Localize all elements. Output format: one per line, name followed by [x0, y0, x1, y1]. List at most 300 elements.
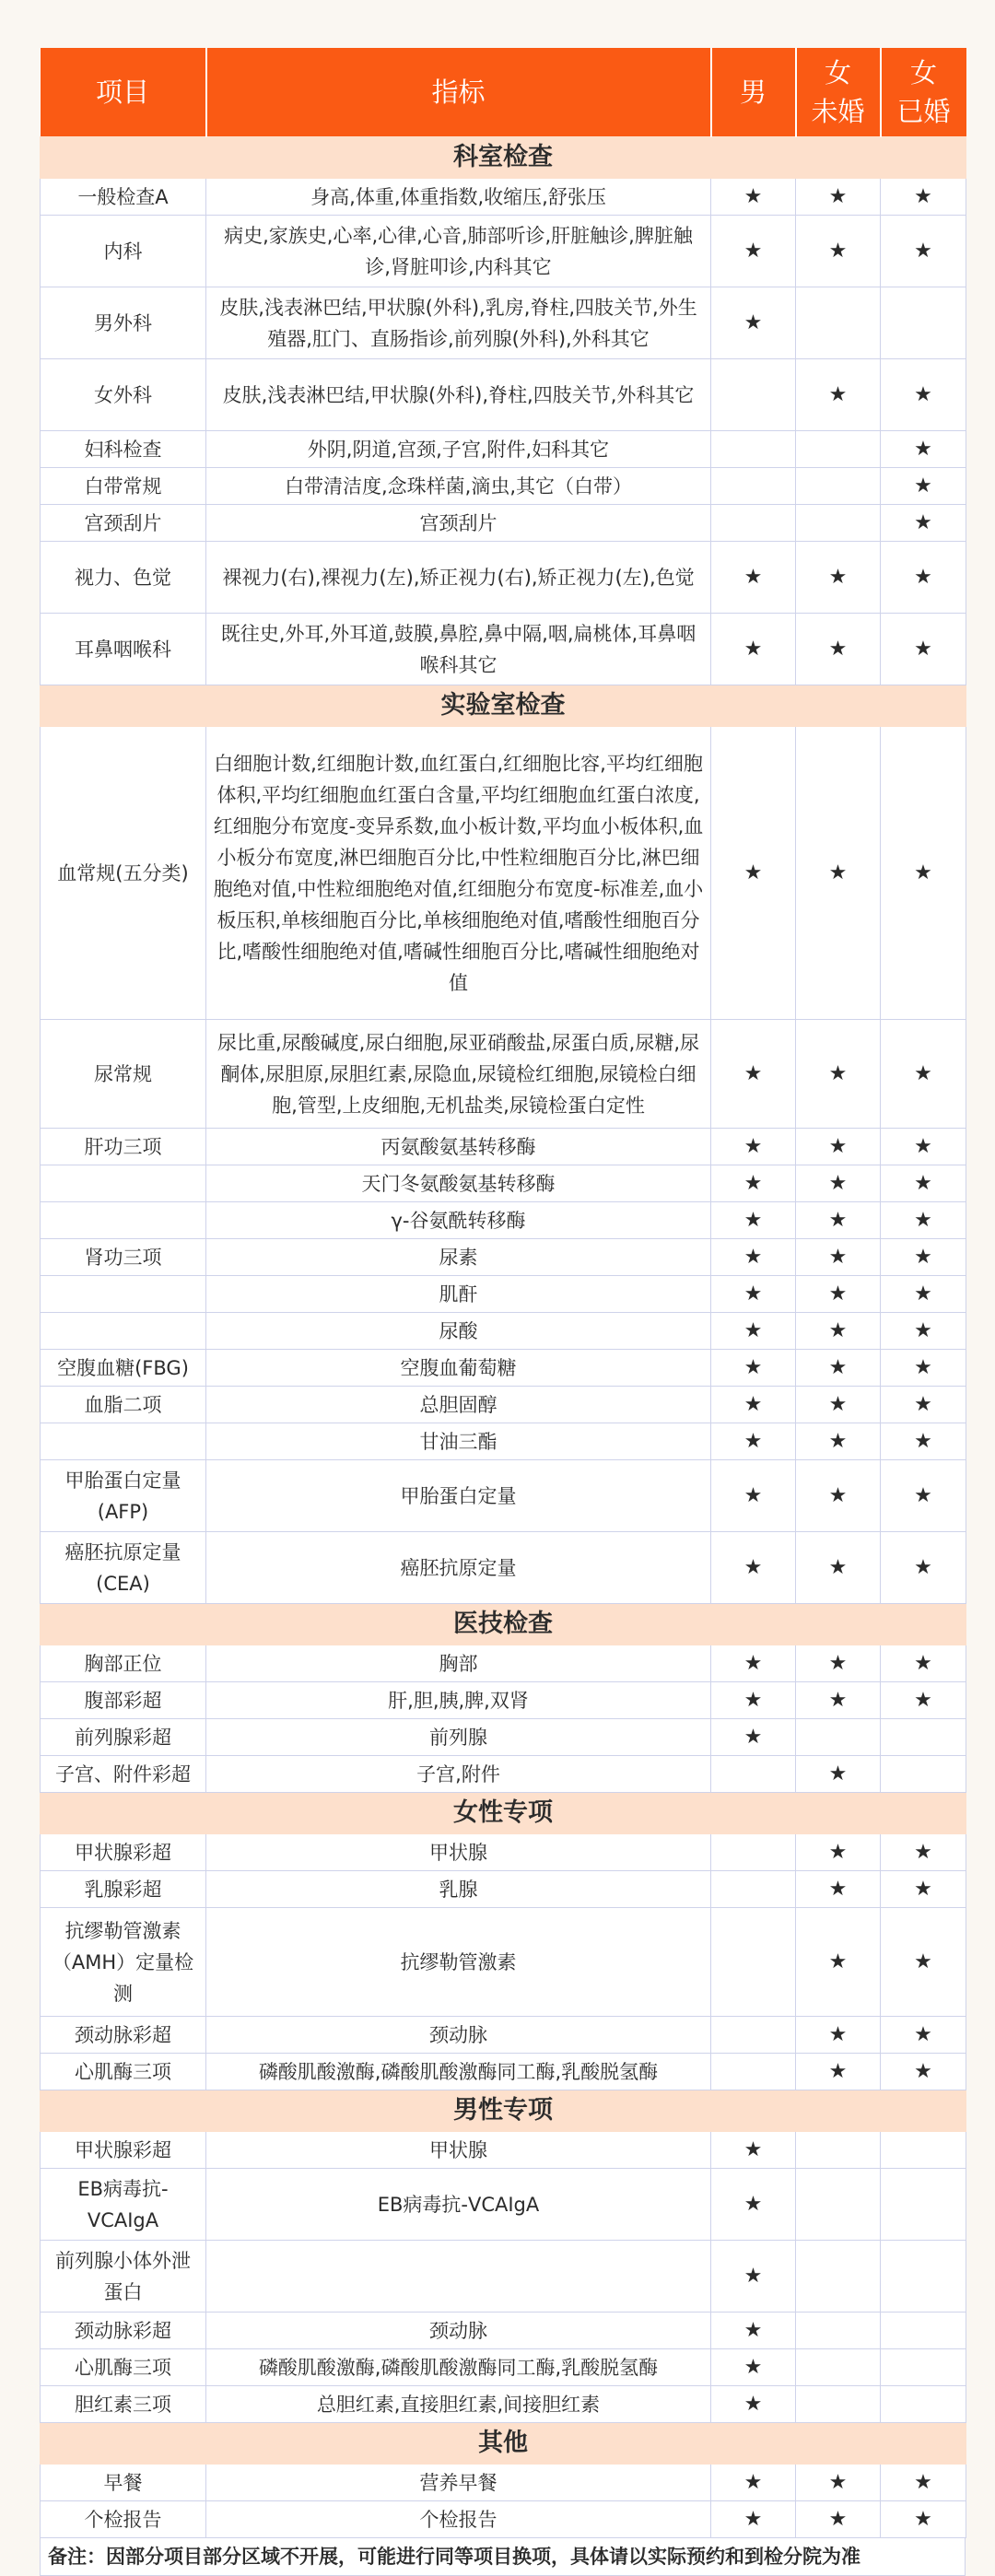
male-mark — [711, 2386, 796, 2423]
male-mark — [711, 614, 796, 685]
star-icon: ★ — [743, 2507, 763, 2531]
female-single-mark — [796, 1387, 881, 1423]
male-mark — [711, 1871, 796, 1908]
item-name: 妇科检查 — [41, 431, 206, 468]
item-name: 甲状腺彩超 — [41, 1834, 206, 1871]
table-row — [41, 2017, 966, 2054]
male-mark — [711, 727, 796, 1020]
star-icon: ★ — [828, 1762, 848, 1786]
female-married-mark — [881, 1387, 966, 1423]
female-married-mark — [881, 1834, 966, 1871]
female-single-mark — [796, 1460, 881, 1532]
female-married-mark — [881, 1313, 966, 1350]
star-icon: ★ — [828, 2470, 848, 2494]
section-title: 医技检查 — [41, 1604, 966, 1645]
female-single-mark — [796, 1871, 881, 1908]
star-icon: ★ — [914, 1950, 932, 1973]
female-married-mark — [881, 1129, 966, 1165]
section-header — [41, 2090, 966, 2132]
male-mark — [711, 1834, 796, 1871]
star-icon: ★ — [828, 1950, 848, 1973]
female-single-mark — [796, 2132, 881, 2169]
star-icon: ★ — [914, 1555, 932, 1579]
header-female-single: 女 未婚 — [796, 48, 881, 137]
female-married-mark — [881, 1871, 966, 1908]
indicator-list: 个检报告 — [206, 2501, 711, 2538]
table-row — [41, 727, 966, 1020]
female-married-mark — [881, 2465, 966, 2501]
star-icon: ★ — [828, 1688, 848, 1712]
indicator-list — [206, 2241, 711, 2313]
indicator-list: 磷酸肌酸激酶,磷酸肌酸激酶同工酶,乳酸脱氢酶 — [206, 2054, 711, 2090]
indicator-list: 尿素 — [206, 1239, 711, 1276]
star-icon: ★ — [914, 184, 932, 208]
item-name — [41, 1313, 206, 1350]
female-married-mark — [881, 1276, 966, 1313]
item-name: 男外科 — [41, 287, 206, 359]
male-mark — [711, 2169, 796, 2241]
item-name: 一般检查A — [41, 179, 206, 216]
male-mark — [711, 1756, 796, 1793]
indicator-list: 甲状腺 — [206, 1834, 711, 1871]
indicator-list: 癌胚抗原定量 — [206, 1532, 711, 1604]
male-mark — [711, 2349, 796, 2386]
star-icon: ★ — [743, 1061, 763, 1085]
star-icon: ★ — [828, 1840, 848, 1864]
female-married-mark — [881, 179, 966, 216]
male-mark — [711, 179, 796, 216]
star-icon: ★ — [914, 1877, 932, 1901]
female-married-mark — [881, 1239, 966, 1276]
female-single-mark — [796, 1834, 881, 1871]
indicator-list: 天门冬氨酸氨基转移酶 — [206, 1165, 711, 1202]
female-single-mark — [796, 2241, 881, 2313]
female-married-mark — [881, 1719, 966, 1756]
female-single-mark — [796, 359, 881, 431]
male-mark — [711, 287, 796, 359]
star-icon: ★ — [828, 565, 848, 589]
star-icon: ★ — [914, 1429, 932, 1453]
star-icon: ★ — [914, 1208, 932, 1232]
star-icon: ★ — [743, 184, 763, 208]
indicator-list: 尿比重,尿酸碱度,尿白细胞,尿亚硝酸盐,尿蛋白质,尿糖,尿酮体,尿胆原,尿胆红素,尿隐血,尿镜检红细胞,尿镜检白细胞,管型,上皮细胞,无机盐类,尿镜检蛋白定性 — [206, 1020, 711, 1129]
section-title: 科室检查 — [41, 137, 966, 179]
female-married-mark — [881, 2349, 966, 2386]
indicator-list: 前列腺 — [206, 1719, 711, 1756]
table-row — [41, 1313, 966, 1350]
table-row — [41, 1682, 966, 1719]
table-row — [41, 1532, 966, 1604]
female-single-mark — [796, 216, 881, 287]
female-married-mark — [881, 1532, 966, 1604]
table-row — [41, 1020, 966, 1129]
indicator-list: 颈动脉 — [206, 2313, 711, 2349]
star-icon: ★ — [743, 1208, 763, 1232]
female-single-mark — [796, 1719, 881, 1756]
item-name: 血脂二项 — [41, 1387, 206, 1423]
star-icon: ★ — [828, 2507, 848, 2531]
indicator-list: 身高,体重,体重指数,收缩压,舒张压 — [206, 179, 711, 216]
male-mark — [711, 1165, 796, 1202]
female-married-mark — [881, 2386, 966, 2423]
header-indicator: 指标 — [206, 48, 711, 137]
male-mark — [711, 1423, 796, 1460]
star-icon: ★ — [914, 1688, 932, 1712]
item-name — [41, 1276, 206, 1313]
indicator-list: 营养早餐 — [206, 2465, 711, 2501]
section-header — [41, 137, 966, 179]
male-mark — [711, 2313, 796, 2349]
female-married-mark — [881, 431, 966, 468]
table-row — [41, 2501, 966, 2538]
female-married-mark — [881, 2017, 966, 2054]
table-row — [41, 2349, 966, 2386]
star-icon: ★ — [743, 1355, 763, 1379]
star-icon: ★ — [914, 1392, 932, 1416]
female-married-mark — [881, 1423, 966, 1460]
female-married-mark — [881, 1350, 966, 1387]
female-married-mark — [881, 2169, 966, 2241]
female-married-mark — [881, 2501, 966, 2538]
female-married-mark — [881, 287, 966, 359]
star-icon: ★ — [914, 437, 932, 461]
table-row — [41, 1756, 966, 1793]
female-single-mark — [796, 614, 881, 685]
indicator-list: 尿酸 — [206, 1313, 711, 1350]
item-name: 尿常规 — [41, 1020, 206, 1129]
table-row — [41, 1165, 966, 1202]
female-married-mark — [881, 1202, 966, 1239]
male-mark — [711, 2465, 796, 2501]
indicator-list: 既往史,外耳,外耳道,鼓膜,鼻腔,鼻中隔,咽,扁桃体,耳鼻咽喉科其它 — [206, 614, 711, 685]
indicator-list: 病史,家族史,心率,心律,心音,肺部听诊,肝脏触诊,脾脏触诊,肾脏叩诊,内科其它 — [206, 216, 711, 287]
indicator-list: γ-谷氨酰转移酶 — [206, 1202, 711, 1239]
item-name: 颈动脉彩超 — [41, 2017, 206, 2054]
female-married-mark — [881, 614, 966, 685]
male-mark — [711, 1276, 796, 1313]
female-single-mark — [796, 727, 881, 1020]
star-icon: ★ — [743, 310, 763, 334]
male-mark — [711, 1908, 796, 2017]
table-row — [41, 1387, 966, 1423]
indicator-list: 外阴,阴道,宫颈,子宫,附件,妇科其它 — [206, 431, 711, 468]
item-name: 甲状腺彩超 — [41, 2132, 206, 2169]
star-icon: ★ — [828, 1208, 848, 1232]
female-married-mark — [881, 2313, 966, 2349]
female-single-mark — [796, 1645, 881, 1682]
male-mark — [711, 2054, 796, 2090]
female-single-mark — [796, 2169, 881, 2241]
star-icon: ★ — [743, 637, 763, 661]
star-icon: ★ — [743, 1171, 763, 1195]
star-icon: ★ — [828, 1483, 848, 1507]
star-icon: ★ — [914, 565, 932, 589]
table-row — [41, 179, 966, 216]
male-mark — [711, 2017, 796, 2054]
star-icon: ★ — [743, 1688, 763, 1712]
star-icon: ★ — [743, 2192, 763, 2216]
item-name: 早餐 — [41, 2465, 206, 2501]
section-title: 实验室检查 — [41, 685, 966, 727]
item-name: 宫颈刮片 — [41, 505, 206, 542]
table-row — [41, 2386, 966, 2423]
male-mark — [711, 2241, 796, 2313]
male-mark — [711, 359, 796, 431]
star-icon: ★ — [828, 1282, 848, 1306]
male-mark — [711, 1460, 796, 1532]
male-mark — [711, 1202, 796, 1239]
item-name: 女外科 — [41, 359, 206, 431]
star-icon: ★ — [743, 565, 763, 589]
footnote: 备注：因部分项目部分区域不开展，可能进行同等项目换项，具体请以实际预约和到检分院为准 — [40, 2538, 966, 2576]
table-row — [41, 2241, 966, 2313]
male-mark — [711, 431, 796, 468]
star-icon: ★ — [828, 861, 848, 884]
male-mark — [711, 1682, 796, 1719]
indicator-list: 甲胎蛋白定量 — [206, 1460, 711, 1532]
table-row — [41, 1423, 966, 1460]
star-icon: ★ — [743, 1245, 763, 1269]
star-icon: ★ — [914, 1134, 932, 1158]
table-row — [41, 431, 966, 468]
table-row — [41, 1129, 966, 1165]
item-name — [41, 1165, 206, 1202]
male-mark — [711, 1387, 796, 1423]
table-row — [41, 1834, 966, 1871]
female-single-mark — [796, 1276, 881, 1313]
table-row — [41, 2313, 966, 2349]
star-icon: ★ — [828, 2022, 848, 2046]
table-row — [41, 505, 966, 542]
star-icon: ★ — [743, 861, 763, 884]
female-single-mark — [796, 1202, 881, 1239]
star-icon: ★ — [743, 2264, 763, 2288]
section-title: 女性专项 — [41, 1793, 966, 1834]
star-icon: ★ — [828, 1134, 848, 1158]
item-name: 子宫、附件彩超 — [41, 1756, 206, 1793]
star-icon: ★ — [743, 2355, 763, 2379]
section-title: 男性专项 — [41, 2090, 966, 2132]
star-icon: ★ — [828, 2059, 848, 2083]
item-name: 甲胎蛋白定量(AFP) — [41, 1460, 206, 1532]
section-header — [41, 1604, 966, 1645]
star-icon: ★ — [743, 1555, 763, 1579]
indicator-list: 总胆固醇 — [206, 1387, 711, 1423]
indicator-list: 空腹血葡萄糖 — [206, 1350, 711, 1387]
female-single-mark — [796, 2501, 881, 2538]
item-name: 抗缪勒管激素（AMH）定量检测 — [41, 1908, 206, 2017]
table-row — [41, 1276, 966, 1313]
item-name: 癌胚抗原定量(CEA) — [41, 1532, 206, 1604]
female-single-mark — [796, 1020, 881, 1129]
female-single-mark — [796, 2349, 881, 2386]
table-row — [41, 2054, 966, 2090]
male-mark — [711, 505, 796, 542]
star-icon: ★ — [828, 1245, 848, 1269]
table-row — [41, 468, 966, 505]
star-icon: ★ — [828, 1318, 848, 1342]
female-single-mark — [796, 542, 881, 614]
star-icon: ★ — [914, 1245, 932, 1269]
star-icon: ★ — [743, 1429, 763, 1453]
star-icon: ★ — [743, 2470, 763, 2494]
star-icon: ★ — [828, 1651, 848, 1675]
female-married-mark — [881, 1908, 966, 2017]
table-row — [41, 1350, 966, 1387]
star-icon: ★ — [914, 382, 932, 406]
item-name: 乳腺彩超 — [41, 1871, 206, 1908]
star-icon: ★ — [914, 2507, 932, 2531]
indicator-list: 皮肤,浅表淋巴结,甲状腺(外科),脊柱,四肢关节,外科其它 — [206, 359, 711, 431]
female-married-mark — [881, 1756, 966, 1793]
female-married-mark — [881, 1020, 966, 1129]
male-mark — [711, 542, 796, 614]
star-icon: ★ — [743, 1392, 763, 1416]
indicator-list: 白带清洁度,念珠样菌,滴虫,其它（白带） — [206, 468, 711, 505]
indicator-list: 子宫,附件 — [206, 1756, 711, 1793]
star-icon: ★ — [828, 1877, 848, 1901]
indicator-list: 胸部 — [206, 1645, 711, 1682]
female-single-mark — [796, 2313, 881, 2349]
female-single-mark — [796, 1165, 881, 1202]
star-icon: ★ — [914, 239, 932, 263]
female-single-mark — [796, 1423, 881, 1460]
indicator-list: 甲状腺 — [206, 2132, 711, 2169]
female-married-mark — [881, 727, 966, 1020]
female-single-mark — [796, 1682, 881, 1719]
star-icon: ★ — [828, 637, 848, 661]
item-name: 肾功三项 — [41, 1239, 206, 1276]
star-icon: ★ — [743, 1134, 763, 1158]
item-name: 胆红素三项 — [41, 2386, 206, 2423]
female-single-mark — [796, 2017, 881, 2054]
female-married-mark — [881, 359, 966, 431]
table-row — [41, 1908, 966, 2017]
star-icon: ★ — [914, 474, 932, 498]
star-icon: ★ — [914, 510, 932, 534]
star-icon: ★ — [743, 2318, 763, 2342]
item-name — [41, 1423, 206, 1460]
female-married-mark — [881, 2241, 966, 2313]
star-icon: ★ — [743, 2137, 763, 2161]
star-icon: ★ — [828, 1392, 848, 1416]
star-icon: ★ — [914, 637, 932, 661]
star-icon: ★ — [914, 2022, 932, 2046]
male-mark — [711, 1719, 796, 1756]
star-icon: ★ — [828, 1355, 848, 1379]
table-row — [41, 359, 966, 431]
female-single-mark — [796, 1129, 881, 1165]
star-icon: ★ — [914, 1282, 932, 1306]
item-name: 个检报告 — [41, 2501, 206, 2538]
star-icon: ★ — [914, 1171, 932, 1195]
female-single-mark — [796, 1532, 881, 1604]
indicator-list: 抗缪勒管激素 — [206, 1908, 711, 2017]
table-row — [41, 287, 966, 359]
star-icon: ★ — [743, 1725, 763, 1749]
item-name: 视力、色觉 — [41, 542, 206, 614]
table-row — [41, 1645, 966, 1682]
female-single-mark — [796, 2054, 881, 2090]
section-header — [41, 1793, 966, 1834]
indicator-list: 肝,胆,胰,脾,双肾 — [206, 1682, 711, 1719]
section-header — [41, 685, 966, 727]
male-mark — [711, 1645, 796, 1682]
table-row — [41, 2169, 966, 2241]
male-mark — [711, 1313, 796, 1350]
star-icon: ★ — [743, 1483, 763, 1507]
item-name: 腹部彩超 — [41, 1682, 206, 1719]
item-name — [41, 1202, 206, 1239]
male-mark — [711, 1532, 796, 1604]
table-row — [41, 1460, 966, 1532]
indicator-list: 总胆红素,直接胆红素,间接胆红素 — [206, 2386, 711, 2423]
star-icon: ★ — [828, 1061, 848, 1085]
item-name: 心肌酶三项 — [41, 2349, 206, 2386]
star-icon: ★ — [743, 1318, 763, 1342]
indicator-list: 白细胞计数,红细胞计数,血红蛋白,红细胞比容,平均红细胞体积,平均红细胞血红蛋白含量,平均红细胞血红蛋白浓度,红细胞分布宽度-变异系数,血小板计数,平均血小板体积,血小板分布宽度,淋巴细胞百分比,中性粒细胞百分比,淋巴细胞绝对值,中性粒细胞绝对值,红细胞分布宽度-标准差,血小板压积,单核细胞百分比,单核细胞绝对值,嗜酸性细胞百分比,嗜酸性细胞绝对值,嗜碱性细胞百分比,嗜碱性细胞绝对值 — [206, 727, 711, 1020]
star-icon: ★ — [743, 1651, 763, 1675]
star-icon: ★ — [828, 239, 848, 263]
female-married-mark — [881, 542, 966, 614]
star-icon: ★ — [743, 1282, 763, 1306]
item-name: 胸部正位 — [41, 1645, 206, 1682]
header-male: 男 — [711, 48, 796, 137]
female-single-mark — [796, 468, 881, 505]
indicator-list: 丙氨酸氨基转移酶 — [206, 1129, 711, 1165]
star-icon: ★ — [828, 1171, 848, 1195]
female-single-mark — [796, 1350, 881, 1387]
table-row — [41, 2132, 966, 2169]
male-mark — [711, 1350, 796, 1387]
table-row — [41, 216, 966, 287]
male-mark — [711, 2501, 796, 2538]
item-name: 心肌酶三项 — [41, 2054, 206, 2090]
item-name: 颈动脉彩超 — [41, 2313, 206, 2349]
item-name: 耳鼻咽喉科 — [41, 614, 206, 685]
indicator-list: 宫颈刮片 — [206, 505, 711, 542]
star-icon: ★ — [828, 1555, 848, 1579]
female-single-mark — [796, 1908, 881, 2017]
female-married-mark — [881, 2054, 966, 2090]
female-married-mark — [881, 1460, 966, 1532]
table-row — [41, 542, 966, 614]
female-married-mark — [881, 1165, 966, 1202]
female-married-mark — [881, 505, 966, 542]
star-icon: ★ — [743, 239, 763, 263]
male-mark — [711, 216, 796, 287]
indicator-list: 皮肤,浅表淋巴结,甲状腺(外科),乳房,脊柱,四肢关节,外生殖器,肛门、直肠指诊,前列腺(外科),外科其它 — [206, 287, 711, 359]
indicator-list: 甘油三酯 — [206, 1423, 711, 1460]
table-row — [41, 2465, 966, 2501]
star-icon: ★ — [914, 1840, 932, 1864]
indicator-list: EB病毒抗-VCAIgA — [206, 2169, 711, 2241]
item-name: 肝功三项 — [41, 1129, 206, 1165]
star-icon: ★ — [914, 1483, 932, 1507]
header-female-married: 女 已婚 — [881, 48, 966, 137]
star-icon: ★ — [914, 1355, 932, 1379]
male-mark — [711, 1129, 796, 1165]
female-single-mark — [796, 2465, 881, 2501]
header-project: 项目 — [41, 48, 206, 137]
table-row — [41, 1871, 966, 1908]
indicator-list: 磷酸肌酸激酶,磷酸肌酸激酶同工酶,乳酸脱氢酶 — [206, 2349, 711, 2386]
section-header — [41, 2423, 966, 2465]
star-icon: ★ — [914, 2470, 932, 2494]
female-single-mark — [796, 179, 881, 216]
male-mark — [711, 1239, 796, 1276]
indicator-list: 颈动脉 — [206, 2017, 711, 2054]
